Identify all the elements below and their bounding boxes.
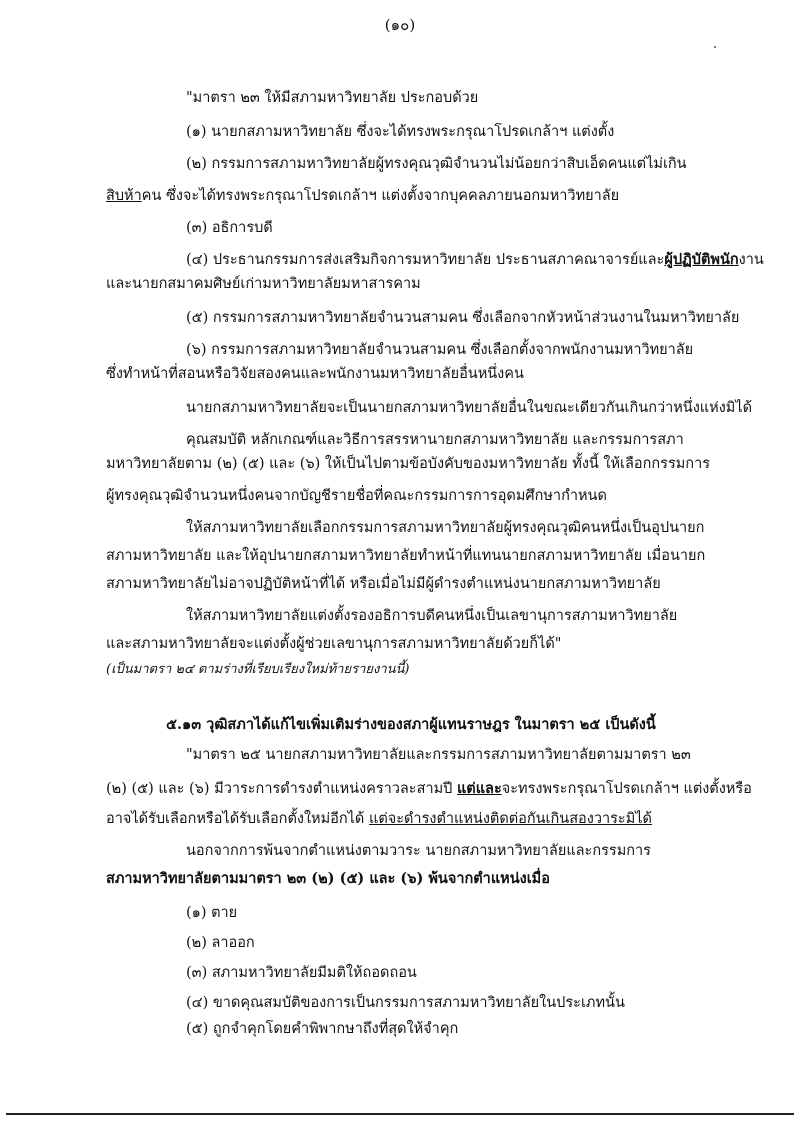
paragraph: ให้สภามหาวิทยาลัยแต่งตั้งรองอธิการบดีคนหนึ่งเป็นเลขานุการสภามหาวิทยาลัย [186,608,678,624]
page-number: (๑๐) [384,16,416,34]
paragraph-line: สภามหาวิทยาลัยไม่อาจปฏิบัติหน้าที่ได้ หรือเมื่อไม่มีผู้ดำรงตำแหน่งนายกสภามหาวิทยาลัย [106,576,661,592]
underlined-text: แต่จะดำรงตำแหน่งติดต่อกันเกินสองวาระมิได้ [368,811,652,827]
list-item: (๑) ตาย [186,905,238,921]
scan-speck [714,46,716,48]
list-item: (๔) ประธานกรรมการส่งเสริมกิจการมหาวิทยาลัย ประธานสภาคณาจารย์และผู้ปฏิบัติพนักงาน [186,251,764,268]
editorial-note: (เป็นมาตรา ๒๔ ตามร่างที่เรียบเรียงใหม่ท้ายรายงานนี้) [106,662,410,677]
paragraph-line: (๒) (๕) และ (๖) มีวาระการดำรงตำแหน่งคราวละสามปี แต่และจะทรงพระกรุณาโปรดเกล้าฯ แต่งตั้งหรือ [106,780,752,797]
paragraph: คุณสมบัติ หลักเกณฑ์และวิธีการสรรหานายกสภามหาวิทยาลัย และกรรมการสภา [186,432,684,448]
section-heading: ๕.๑๓ วุฒิสภาได้แก้ไขเพิ่มเติมร่างของสภาผู้แทนราษฎร ในมาตรา ๒๕ เป็นดังนี้ [166,716,656,733]
list-item-continuation: ซึ่งทำหน้าที่สอนหรือวิจัยสองคนและพนักงานมหาวิทยาลัยอื่นหนึ่งคน [106,366,524,382]
underlined-text: แต่และ [456,780,502,797]
list-item: (๕) ถูกจำคุกโดยคำพิพากษาถึงที่สุดให้จำคุก [186,1021,459,1037]
paragraph: ให้สภามหาวิทยาลัยเลือกกรรมการสภามหาวิทยาลัยผู้ทรงคุณวุฒิคนหนึ่งเป็นอุปนายก [186,520,705,536]
paragraph-line: สภามหาวิทยาลัย และให้อุปนายกสภามหาวิทยาลัยทำหน้าที่แทนนายกสภามหาวิทยาลัย เมื่อนายก [106,548,706,564]
list-item: (๖) กรรมการสภามหาวิทยาลัยจำนวนสามคน ซึ่งเลือกตั้งจากพนักงานมหาวิทยาลัย [186,342,694,358]
paragraph: นอกจากการพ้นจากตำแหน่งตามวาระ นายกสภามหาวิทยาลัยและกรรมการ [186,843,651,859]
list-item: (๑) นายกสภามหาวิทยาลัย ซึ่งจะได้ทรงพระกรุณาโปรดเกล้าฯ แต่งตั้ง [186,124,615,140]
list-item: (๓) สภามหาวิทยาลัยมีมติให้ถอดถอน [186,965,417,981]
list-item-continuation: และนายกสมาคมศิษย์เก่ามหาวิทยาลัยมหาสารคาม [106,276,421,292]
paragraph-line: มหาวิทยาลัยตาม (๒) (๕) และ (๖) ให้เป็นไปตามข้อบังคับของมหาวิทยาลัย ทั้งนี้ ให้เลือกกรรมการ [106,456,711,472]
underlined-text: สิบห้า [106,188,142,204]
article-23-intro: "มาตรา ๒๓ ให้มีสภามหาวิทยาลัย ประกอบด้วย [186,90,479,106]
list-item-continuation: สิบห้าคน ซึ่งจะได้ทรงพระกรุณาโปรดเกล้าฯ แต่งตั้งจากบุคคลภายนอกมหาวิทยาลัย [106,188,620,204]
bottom-rule [6,1113,794,1115]
paragraph: นายกสภามหาวิทยาลัยจะเป็นนายกสภามหาวิทยาลัยอื่นในขณะเดียวกันเกินกว่าหนึ่งแห่งมิได้ [186,400,753,416]
underlined-text: ผู้ปฏิบัติ [664,251,711,268]
list-item: (๒) ลาออก [186,935,255,951]
paragraph-line: และสภามหาวิทยาลัยจะแต่งตั้งผู้ช่วยเลขานุการสภามหาวิทยาลัยด้วยก็ได้" [106,636,562,652]
list-item: (๔) ขาดคุณสมบัติของการเป็นกรรมการสภามหาวิทยาลัยในประเภทนั้น [186,995,625,1011]
list-item: (๒) กรรมการสภามหาวิทยาลัยผู้ทรงคุณวุฒิจำนวนไม่น้อยกว่าสิบเอ็ดคนแต่ไม่เกิน [186,156,687,172]
paragraph-line: สภามหาวิทยาลัยตามมาตรา ๒๓ (๒) (๕) และ (๖) พ้นจากตำแหน่งเมื่อ [106,870,550,887]
list-item: (๕) กรรมการสภามหาวิทยาลัยจำนวนสามคน ซึ่งเลือกจากหัวหน้าส่วนงานในมหาวิทยาลัย [186,310,740,326]
article-25-intro: "มาตรา ๒๕ นายกสภามหาวิทยาลัยและกรรมการสภามหาวิทยาลัยตามมาตรา ๒๓ [186,747,691,763]
underlined-text: พนัก [710,251,739,268]
paragraph-line: ผู้ทรงคุณวุฒิจำนวนหนึ่งคนจากบัญชีรายชื่อที่คณะกรรมการการอุดมศึกษากำหนด [106,488,607,504]
list-item: (๓) อธิการบดี [186,220,273,236]
paragraph-line: อาจได้รับเลือกหรือได้รับเลือกตั้งใหม่อีกได้ แต่จะดำรงตำแหน่งติดต่อกันเกินสองวาระมิได้ [106,811,652,827]
